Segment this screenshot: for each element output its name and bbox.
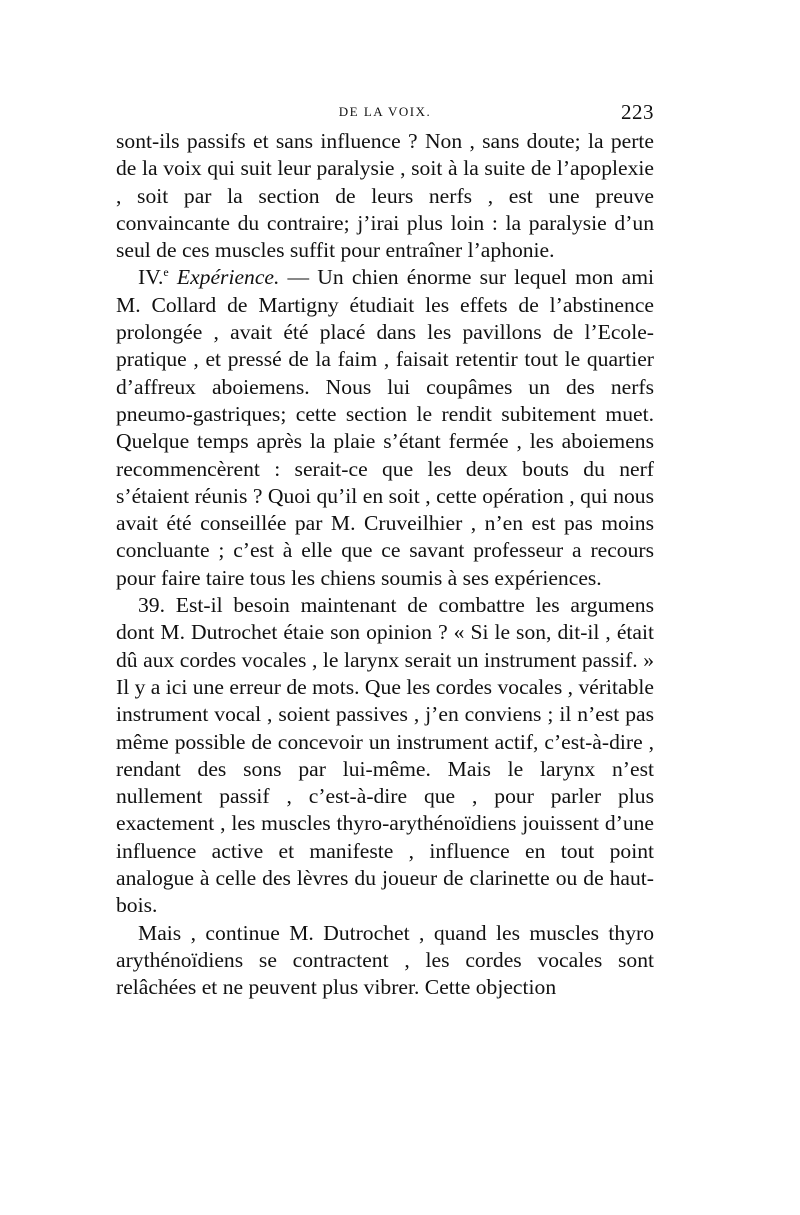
paragraph-continued: sont-ils passifs et sans influence ? Non , sans doute; la perte de la voix qui suit leur paralysie , soit à la suite de l’apoplexie , soit par la section de leurs nerfs , est une preuve convaincante du contraire; j’irai plus loin : la paralysie d’un seul de ces muscles suffit pour entraîner l’aphonie. <box>116 129 654 263</box>
page-number: 223 <box>621 100 654 124</box>
section-heading: Expérience. <box>176 265 280 290</box>
paragraph-body: — Un chien énorme sur lequel mon ami M. Collard de Martigny étudiait les effets de l’abstinence prolongée , avait été placé dans les pavillons de l’Ecole-pratique , et pressé de la faim , faisait retentir tout le quartier d’affreux aboiemens. Nous lui coupâmes un des nerfs pneumo-gastriques; cette section le rendit subitement muet. Quelque temps après la plaie s’étant fermée , les aboiemens recommencèrent : serait-ce que les deux bouts du nerf s’étaient réunis ? Quoi qu’il en soit , cette opération , qui nous avait été conseillée par M. Cruveilhier , n’en est pas moins concluante ; c’est à elle que ce savant professeur a recours pour faire taire tous les chiens soumis à ses expériences. <box>116 265 654 590</box>
running-title: DE LA VOIX. <box>338 104 432 119</box>
paragraph-experiment <box>116 264 654 592</box>
running-head <box>116 100 654 128</box>
body-text <box>116 128 654 1002</box>
paragraph-continuation: Mais , continue M. Dutrochet , quand les muscles thyro arythénoïdiens se contractent , les cordes vocales sont relâchées et ne peuvent plus vibrer. Cette objection <box>116 920 654 1000</box>
paragraph-39: 39. Est-il besoin maintenant de combattre les argumens dont M. Dutrochet étaie son opinion ? « Si le son, dit-il , était dû aux cordes vocales , le larynx serait un instrument passif. » Il y a ici une erreur de mots. Que les cordes vocales , véritable instrument vocal , soient passives , j’en conviens ; il n’est pas même possible de concevoir un instrument actif, c’est-à-dire , rendant des sons par lui-même. Mais le larynx n’est nullement passif , c’est-à-dire que , pour parler plus exactement , les muscles thyro-arythénoïdiens jouissent d’une influence active et manifeste , influence en tout point analogue à celle des lèvres du joueur de clarinette ou de haut-bois. <box>116 593 654 918</box>
superscript: e <box>163 265 169 280</box>
section-number: IV. <box>138 265 164 290</box>
book-page <box>116 100 654 1002</box>
